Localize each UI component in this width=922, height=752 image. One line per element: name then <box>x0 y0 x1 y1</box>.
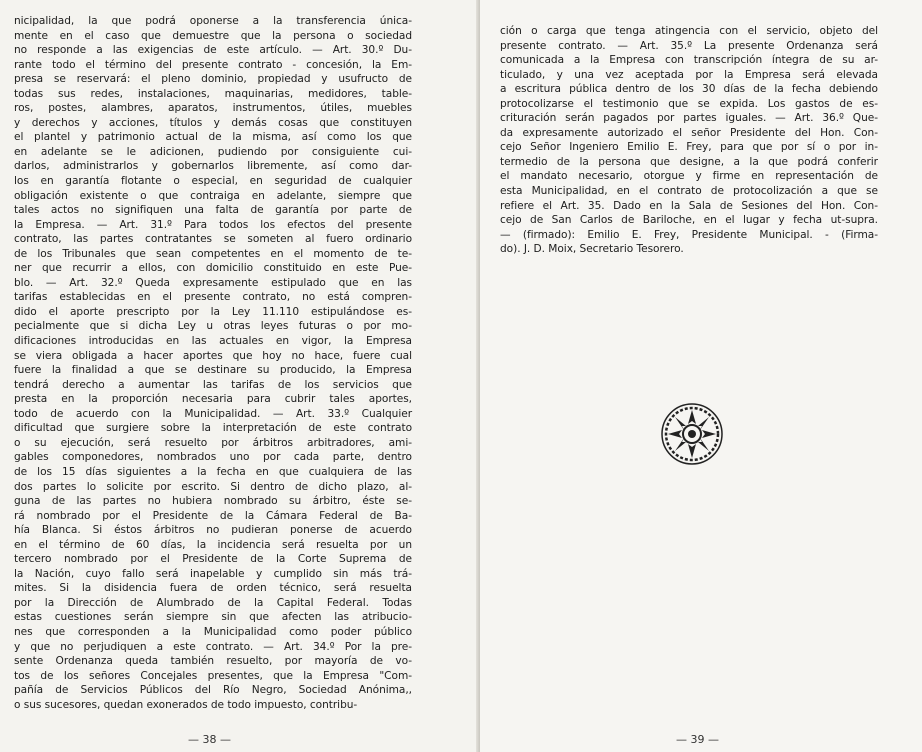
text-line: presa se reservará: el pleno dominio, propiedad y usufructo de <box>14 73 412 86</box>
text-line: tendrá derecho a aumentar las tarifas de los servicios que <box>14 378 412 391</box>
text-line: mente en el caso que demuestre que la persona o sociedad <box>14 29 412 42</box>
text-line: cejo de San Carlos de Bariloche, en el lugar y fecha ut-supra. <box>500 214 878 227</box>
text-line: y derechos y acciones, títulos y demás cosas que constituyen <box>14 116 412 129</box>
text-line: ción o carga que tenga atingencia con el servicio, objeto del <box>500 25 878 37</box>
text-line: blo. — Art. 32.º Queda expresamente estipulado que en las <box>14 276 412 289</box>
text-line: de los Tribunales que sean competentes en el momento de te- <box>14 247 412 260</box>
text-line: crituración serán pagados por partes iguales. — Art. 36.º Que- <box>500 112 878 125</box>
text-line: o su ejecución, será resuelto por árbitros arbitradores, ami- <box>14 436 412 449</box>
text-line: ros, postes, alambres, aparatos, instrumentos, útiles, muebles <box>14 102 412 115</box>
text-line: obligación existente o que contraiga en adelante, siempre que <box>14 189 412 202</box>
text-line: mites. Si la disidencia fuera de orden técnico, será resuelta <box>14 582 412 595</box>
text-line: esta Municipalidad, en el contrato de protocolización a que se <box>500 185 878 198</box>
text-line: ner que recurrir a ellos, con domicilio constituido en este Pue- <box>14 262 412 275</box>
text-line: dificaciones introducidas en las actuales en vigor, la Empresa <box>14 335 412 348</box>
text-line: nicipalidad, la que podrá oponerse a la transferencia única- <box>14 15 412 27</box>
text-line: comunicada a la Empresa con transcripción íntegra de su ar- <box>500 54 878 67</box>
text-line: pañía de Servicios Públicos del Río Negro, Sociedad Anónima,, <box>14 684 412 697</box>
text-line: o sus sucesores, quedan exonerados de todo impuesto, contribu- <box>14 698 358 711</box>
text-line: por la Dirección de Alumbrado de la Capital Federal. Todas <box>14 596 412 609</box>
text-line: la Empresa. — Art. 31.º Para todos los efectos del presente <box>14 218 412 231</box>
text-line: fuere la finalidad a que se destinare su producido, la Empresa <box>14 364 412 377</box>
text-line: gables componedores, nombrados uno por cada parte, dentro <box>14 451 412 464</box>
text-line: a escritura pública dentro de los 30 días de la fecha debiendo <box>500 83 878 96</box>
text-line: cejo Señor Ingeniero Emilio E. Frey, para que por sí o por in- <box>500 141 878 154</box>
text-line: la Nación, cuyo fallo será inapelable y cumplido sin más trá- <box>14 567 412 580</box>
text-line: pecialmente que si dicha Ley u otras leyes futuras o por mo- <box>14 320 412 333</box>
text-line: de los 15 días siguientes a la fecha en que cualquiera de las <box>14 465 412 478</box>
text-line: se viera obligada a hacer aportes que hoy no hace, fuere cual <box>14 349 412 362</box>
text-line: el mandato necesario, otorgue y firme en representación de <box>500 170 878 183</box>
text-line: y que no perjudiquen a este contrato. — Art. 34.º Por la pre- <box>14 640 412 653</box>
text-line: tos de los señores Concejales presentes, que la Empresa "Com- <box>14 669 412 682</box>
text-line: presta en la proporción necesaria para cubrir tales aportes, <box>14 393 412 406</box>
text-line: en adelante se le adicionen, pudiendo por consiguiente cui- <box>14 145 412 158</box>
text-line: presente contrato. — Art. 35.º La presente Ordenanza será <box>500 39 878 52</box>
text-line: — (firmado): Emilio E. Frey, Presidente Municipal. - (Firma- <box>500 228 878 241</box>
text-line: hía Blanca. Si éstos árbitros no pudieran ponerse de acuerdo <box>14 524 412 537</box>
text-line: rá nombrado por el Presidente de la Cámara Federal de Ba- <box>14 509 412 522</box>
text-line: los en garantía flotante o especial, en seguridad de cualquier <box>14 175 412 188</box>
text-line: en el término de 60 días, la incidencia será resuelta por un <box>14 538 412 551</box>
text-line: el plantel y patrimonio actual de la misma, así como los que <box>14 131 412 144</box>
text-line: dificultad que surgiere sobre la interpretación de este contrato <box>14 422 412 435</box>
text-line: termedio de la persona que designe, a la que podrá conferir <box>500 155 878 168</box>
left-page-text <box>14 14 412 712</box>
text-line: refiere el Art. 35. Dado en la Sala de Sesiones del Hon. Con- <box>500 199 878 212</box>
text-line: dido el aporte prescripto por la Ley 11.110 estipulándose es- <box>14 305 412 318</box>
text-line: dos partes lo solicite por escrito. Si dentro de dicho plazo, al- <box>14 480 412 493</box>
text-line: no responde a las exigencias de este artículo. — Art. 30.º Du- <box>14 44 412 57</box>
text-line: do). J. D. Moix, Secretario Tesorero. <box>500 243 684 256</box>
left-page-number: — 38 — <box>188 733 231 746</box>
text-line: nes que corresponden a la Municipalidad como poder público <box>14 625 412 638</box>
text-line: todas sus redes, instalaciones, maquinarias, medidores, table- <box>14 87 412 100</box>
text-line: ticulado, y una vez aceptada por la Empresa será elevada <box>500 68 878 81</box>
right-page-text <box>500 24 878 257</box>
text-line: da expresamente autorizado el señor Presidente del Hon. Con- <box>500 126 878 139</box>
text-line: contrato, las partes contratantes se someten al fuero ordinario <box>14 233 412 246</box>
right-page-number: — 39 — <box>676 733 719 746</box>
text-line: guna de las partes no hubiera nombrado su árbitro, éste se- <box>14 495 412 508</box>
text-line: tercero nombrado por el Presidente de la Corte Suprema de <box>14 553 412 566</box>
text-line: protocolizarse el testimonio que se expida. Los gastos de es- <box>500 97 878 110</box>
text-line: todo de acuerdo con la Municipalidad. — Art. 33.º Cualquier <box>14 407 412 420</box>
text-line: rante todo el término del presente contrato - concesión, la Em- <box>14 58 412 71</box>
text-line: tales actos no signifiquen una falta de garantía por parte de <box>14 204 412 217</box>
ornament-emblem-icon <box>660 402 724 466</box>
text-line: darlos, administrarlos y gobernarlos libremente, así como dar- <box>14 160 412 173</box>
text-line: sente Ordenanza queda también resuelto, por mayoría de vo- <box>14 655 412 668</box>
text-line: tarifas establecidas en el presente contrato, no está compren- <box>14 291 412 304</box>
text-line: estas cuestiones serán siempre sin que afecten las atribucio- <box>14 611 412 624</box>
right-page <box>480 0 922 752</box>
